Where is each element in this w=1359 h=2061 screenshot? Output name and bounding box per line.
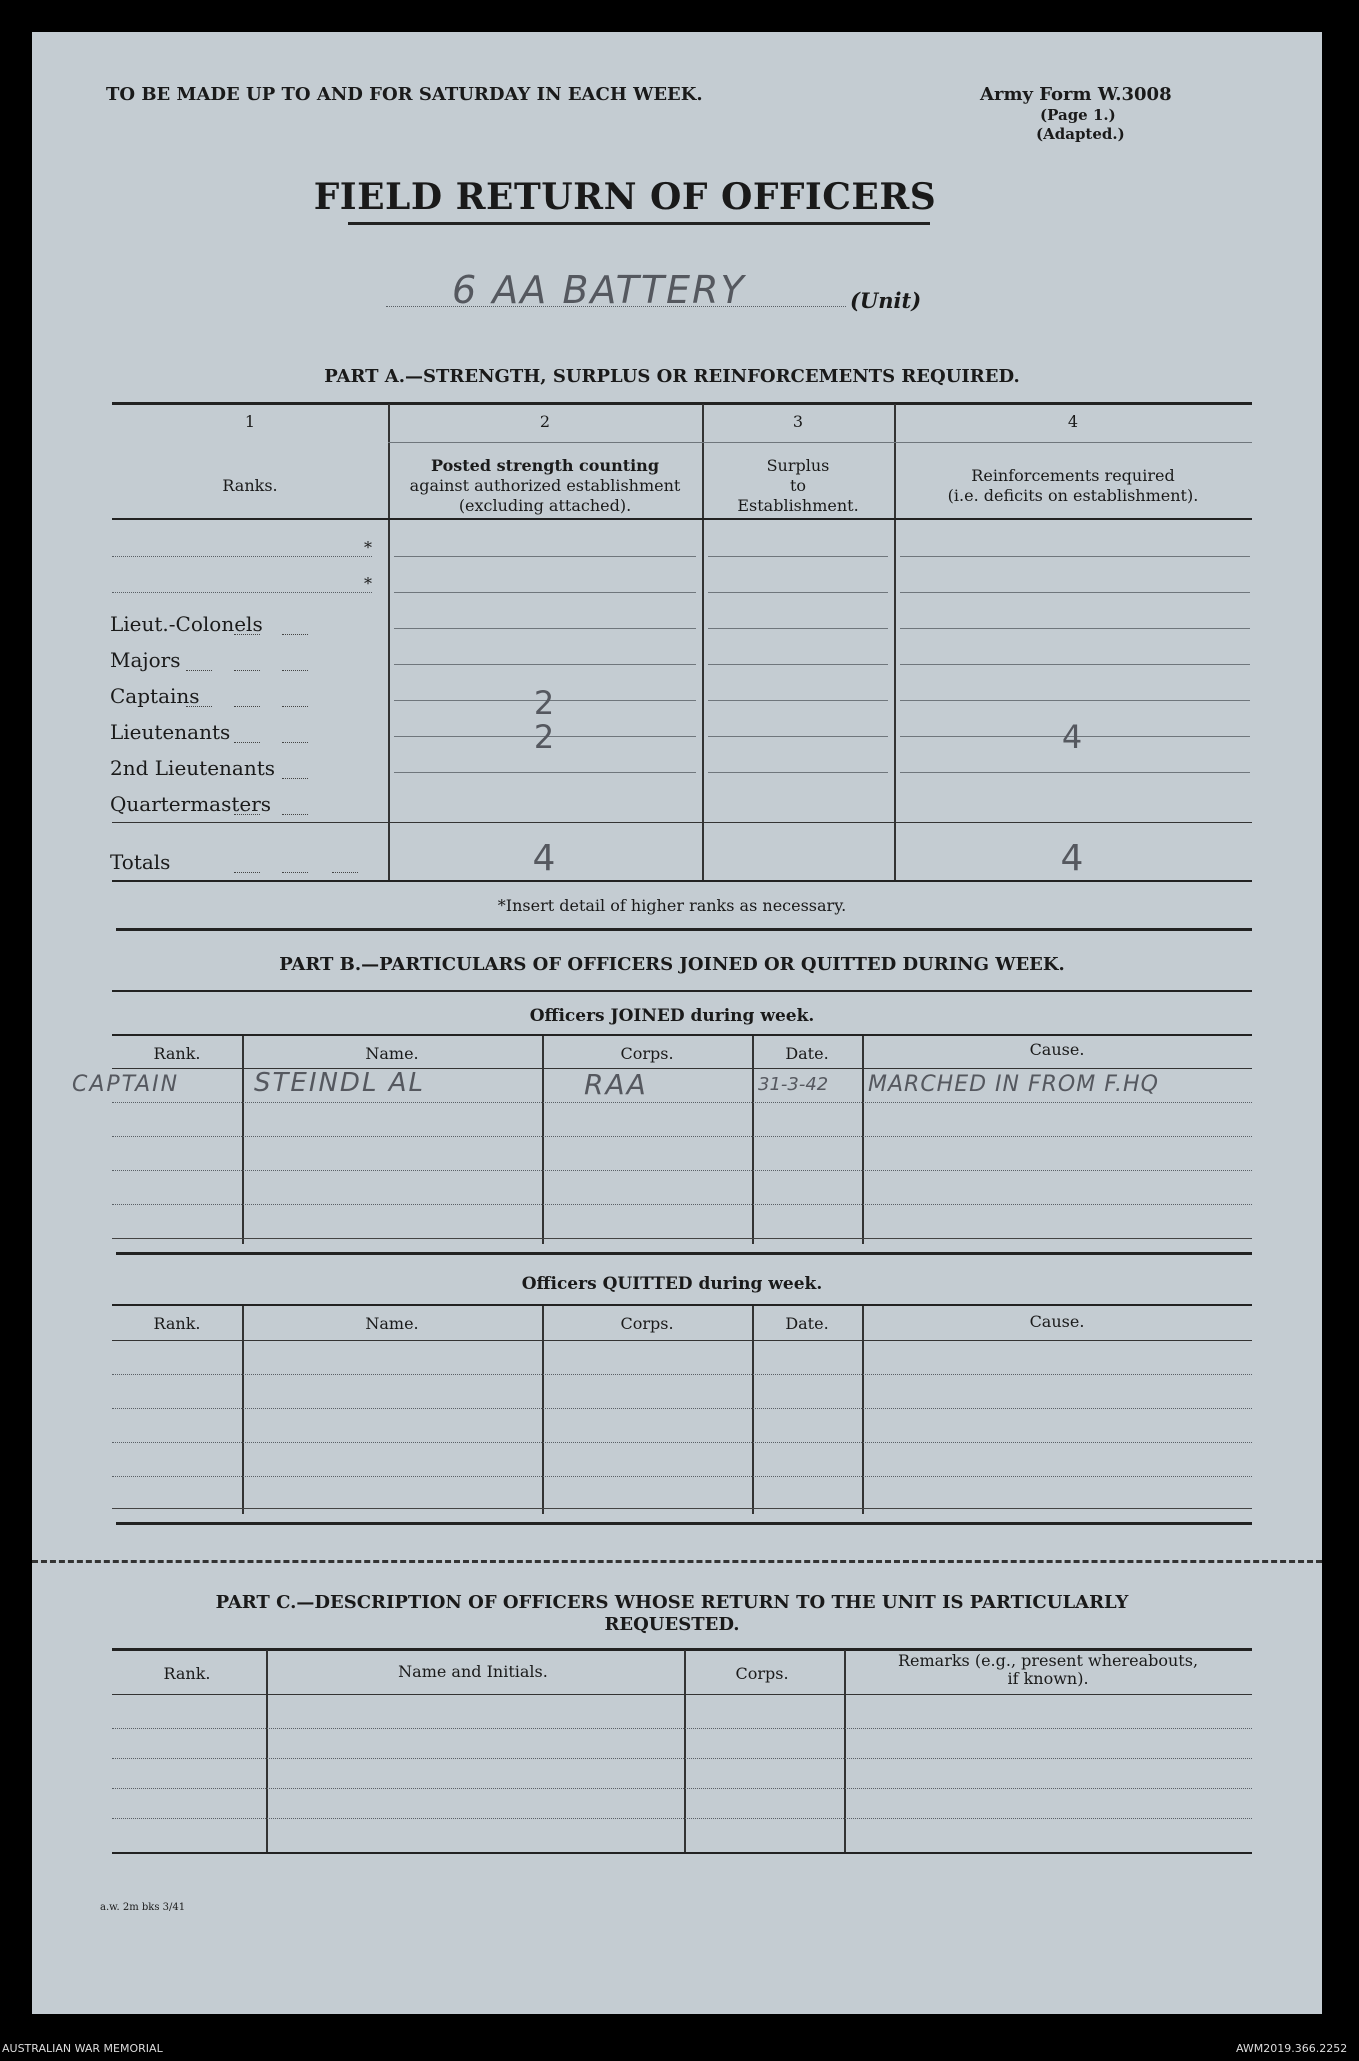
joined-divider	[242, 1036, 244, 1244]
leader-dots	[186, 670, 212, 671]
part-c-col-rank: Rank.	[163, 1664, 211, 1683]
instruction-text: TO BE MADE UP TO AND FOR SATURDAY IN EACH WEEK.	[106, 84, 703, 105]
rank-label: 2nd Lieutenants	[110, 756, 276, 780]
joined-divider	[542, 1036, 544, 1244]
part-a-end-rule	[116, 928, 1252, 931]
col-header-ranks: Ranks.	[222, 476, 278, 495]
col-header-reinforcements: Reinforcements required (i.e. deficits on establishment).	[947, 466, 1199, 505]
leader-dots	[282, 742, 308, 743]
joined-row-line	[112, 1136, 1252, 1137]
col-number-3: 3	[792, 412, 804, 431]
row-guide	[394, 772, 696, 773]
joined-row-line	[112, 1170, 1252, 1171]
row-guide	[708, 736, 888, 737]
reinf-lieutenants: 4	[1061, 718, 1085, 756]
rank-row-captains	[110, 684, 430, 708]
row-guide	[708, 592, 888, 593]
quitted-row-line	[112, 1442, 1252, 1443]
quitted-divider	[542, 1306, 544, 1514]
joined-col-date: Date.	[785, 1044, 829, 1063]
part-c-divider	[844, 1650, 846, 1854]
row-guide	[900, 592, 1250, 593]
quitted-end-rule	[116, 1522, 1252, 1525]
row-guide	[900, 664, 1250, 665]
leader-dots	[234, 814, 260, 815]
row-guide	[900, 556, 1250, 557]
row-guide	[708, 700, 888, 701]
perforation-line	[32, 1560, 1322, 1563]
part-a-top-rule	[112, 402, 1252, 405]
part-c-bottom-rule	[112, 1852, 1252, 1854]
quitted-row-line	[112, 1508, 1252, 1509]
quitted-col-rank: Rank.	[153, 1314, 201, 1333]
archive-credit: AUSTRALIAN WAR MEMORIAL	[2, 2042, 163, 2055]
joined-row-line	[112, 1102, 1252, 1103]
quitted-divider	[752, 1306, 754, 1514]
part-a-heading: PART A.—STRENGTH, SURPLUS OR REINFORCEMENTS REQUIRED.	[324, 366, 1020, 387]
col-number-2: 2	[539, 412, 551, 431]
quitted-header-bottom-rule	[112, 1340, 1252, 1341]
row-guide	[394, 556, 696, 557]
joined-row-line	[112, 1204, 1252, 1205]
form-page	[32, 32, 1322, 2014]
posted-lieutenants: 2	[533, 718, 557, 756]
part-c-col-remarks: Remarks (e.g., present whereabouts, if known).	[897, 1651, 1199, 1688]
leader-dots	[186, 706, 212, 707]
quitted-col-cause: Cause.	[1029, 1312, 1085, 1331]
leader-dots	[234, 872, 260, 873]
part-c-row-line	[112, 1728, 1252, 1729]
joined-entry-cause: MARCHED IN FROM F.HQ	[868, 1072, 1159, 1097]
part-a-bottom-rule	[112, 880, 1252, 882]
rank-label: Lieut.-Colonels	[110, 612, 263, 636]
quitted-title: Officers QUITTED during week.	[521, 1274, 823, 1294]
quitted-col-date: Date.	[785, 1314, 829, 1333]
quitted-divider	[862, 1306, 864, 1514]
joined-divider	[752, 1036, 754, 1244]
joined-col-cause: Cause.	[1029, 1040, 1085, 1059]
quitted-row-line	[112, 1374, 1252, 1375]
part-b-heading: PART B.—PARTICULARS OF OFFICERS JOINED OR QUITTED DURING WEEK.	[279, 954, 1065, 975]
leader-dots	[332, 872, 358, 873]
page-title: FIELD RETURN OF OFFICERS	[313, 176, 937, 218]
col-number-4: 4	[1067, 412, 1079, 431]
rank-row-lieut-colonels	[110, 612, 430, 636]
leader-dots	[282, 778, 308, 779]
row-guide	[708, 628, 888, 629]
part-c-header-bottom-rule	[112, 1694, 1252, 1695]
quitted-divider	[242, 1306, 244, 1514]
quitted-row-line	[112, 1408, 1252, 1409]
leader-dots	[234, 634, 260, 635]
row-guide	[900, 628, 1250, 629]
form-number: Army Form W.3008	[980, 84, 1172, 105]
joined-col-name: Name.	[365, 1044, 419, 1063]
rank-row-quartermasters	[110, 792, 430, 816]
quitted-row-line	[112, 1476, 1252, 1477]
part-c-col-name: Name and Initials.	[398, 1662, 548, 1681]
title-underline	[348, 222, 930, 225]
part-c-row-line	[112, 1788, 1252, 1789]
leader-dots	[282, 706, 308, 707]
unit-label: (Unit)	[850, 288, 922, 313]
part-c-divider	[266, 1650, 268, 1854]
accession-number: AWM2019.366.2252	[1236, 2042, 1348, 2055]
leader-dots	[282, 872, 308, 873]
quitted-col-corps: Corps.	[620, 1314, 674, 1333]
row-guide	[900, 700, 1250, 701]
leader-dots	[282, 670, 308, 671]
leader-dots	[234, 670, 260, 671]
row-guide	[394, 664, 696, 665]
star-row-line-1	[112, 556, 372, 557]
rank-row-majors	[110, 648, 430, 672]
part-c-col-corps: Corps.	[735, 1664, 789, 1683]
totals-reinf: 4	[1060, 838, 1086, 879]
joined-col-rank: Rank.	[153, 1044, 201, 1063]
rank-row-lieutenants	[110, 720, 430, 744]
row-guide	[900, 772, 1250, 773]
row-guide	[394, 628, 696, 629]
quitted-col-name: Name.	[365, 1314, 419, 1333]
col-number-1: 1	[244, 412, 256, 431]
totals-top-rule	[112, 822, 1252, 823]
star-marker-2: *	[364, 574, 372, 593]
star-row-line-2	[112, 592, 372, 593]
part-c-row-line	[112, 1758, 1252, 1759]
adapted-note: (Adapted.)	[1036, 125, 1125, 143]
rank-label: Majors	[110, 648, 181, 672]
posted-captains: 2	[533, 684, 557, 722]
quitted-header-top-rule	[112, 1304, 1252, 1306]
row-guide	[708, 664, 888, 665]
unit-value: 6 AA BATTERY	[452, 268, 746, 312]
joined-col-corps: Corps.	[620, 1044, 674, 1063]
rank-label: Captains	[110, 684, 200, 708]
leader-dots	[282, 634, 308, 635]
joined-entry-rank: CAPTAIN	[72, 1072, 180, 1097]
leader-dots	[234, 706, 260, 707]
totals-label: Totals	[110, 850, 171, 874]
part-b-top-rule	[112, 990, 1252, 992]
page-note: (Page 1.)	[1040, 106, 1116, 124]
joined-header-top-rule	[112, 1034, 1252, 1036]
star-marker-1: *	[364, 538, 372, 557]
row-guide	[394, 592, 696, 593]
col-header-surplus: Surplus to Establishment.	[737, 456, 859, 515]
joined-entry-corps: RAA	[584, 1068, 648, 1101]
joined-row-line	[112, 1238, 1252, 1239]
rank-row-2nd-lieutenants	[110, 756, 430, 780]
joined-entry-name: STEINDL AL	[254, 1068, 425, 1098]
part-c-row-line	[112, 1818, 1252, 1819]
part-c-heading: PART C.—DESCRIPTION OF OFFICERS WHOSE RETURN TO THE UNIT IS PARTICULARLY REQUESTED.	[215, 1592, 1129, 1635]
joined-divider	[862, 1036, 864, 1244]
rank-label: Quartermasters	[110, 792, 272, 816]
part-c-divider	[684, 1650, 686, 1854]
joined-title: Officers JOINED during week.	[529, 1006, 815, 1026]
row-guide	[708, 556, 888, 557]
print-code: a.w. 2m bks 3/41	[100, 1902, 186, 1913]
col-number-rule	[388, 442, 1252, 443]
leader-dots	[234, 742, 260, 743]
leader-dots	[282, 814, 308, 815]
rank-label: Lieutenants	[110, 720, 231, 744]
totals-posted: 4	[532, 838, 558, 879]
joined-entry-date: 31-3-42	[758, 1074, 829, 1095]
part-a-footnote: *Insert detail of higher ranks as necessary.	[497, 896, 847, 915]
row-guide	[708, 772, 888, 773]
part-a-header-bottom-rule	[112, 518, 1252, 520]
joined-end-rule	[116, 1252, 1252, 1255]
col-header-posted: Posted strength counting against authorized establishment (excluding attached).	[409, 456, 681, 515]
